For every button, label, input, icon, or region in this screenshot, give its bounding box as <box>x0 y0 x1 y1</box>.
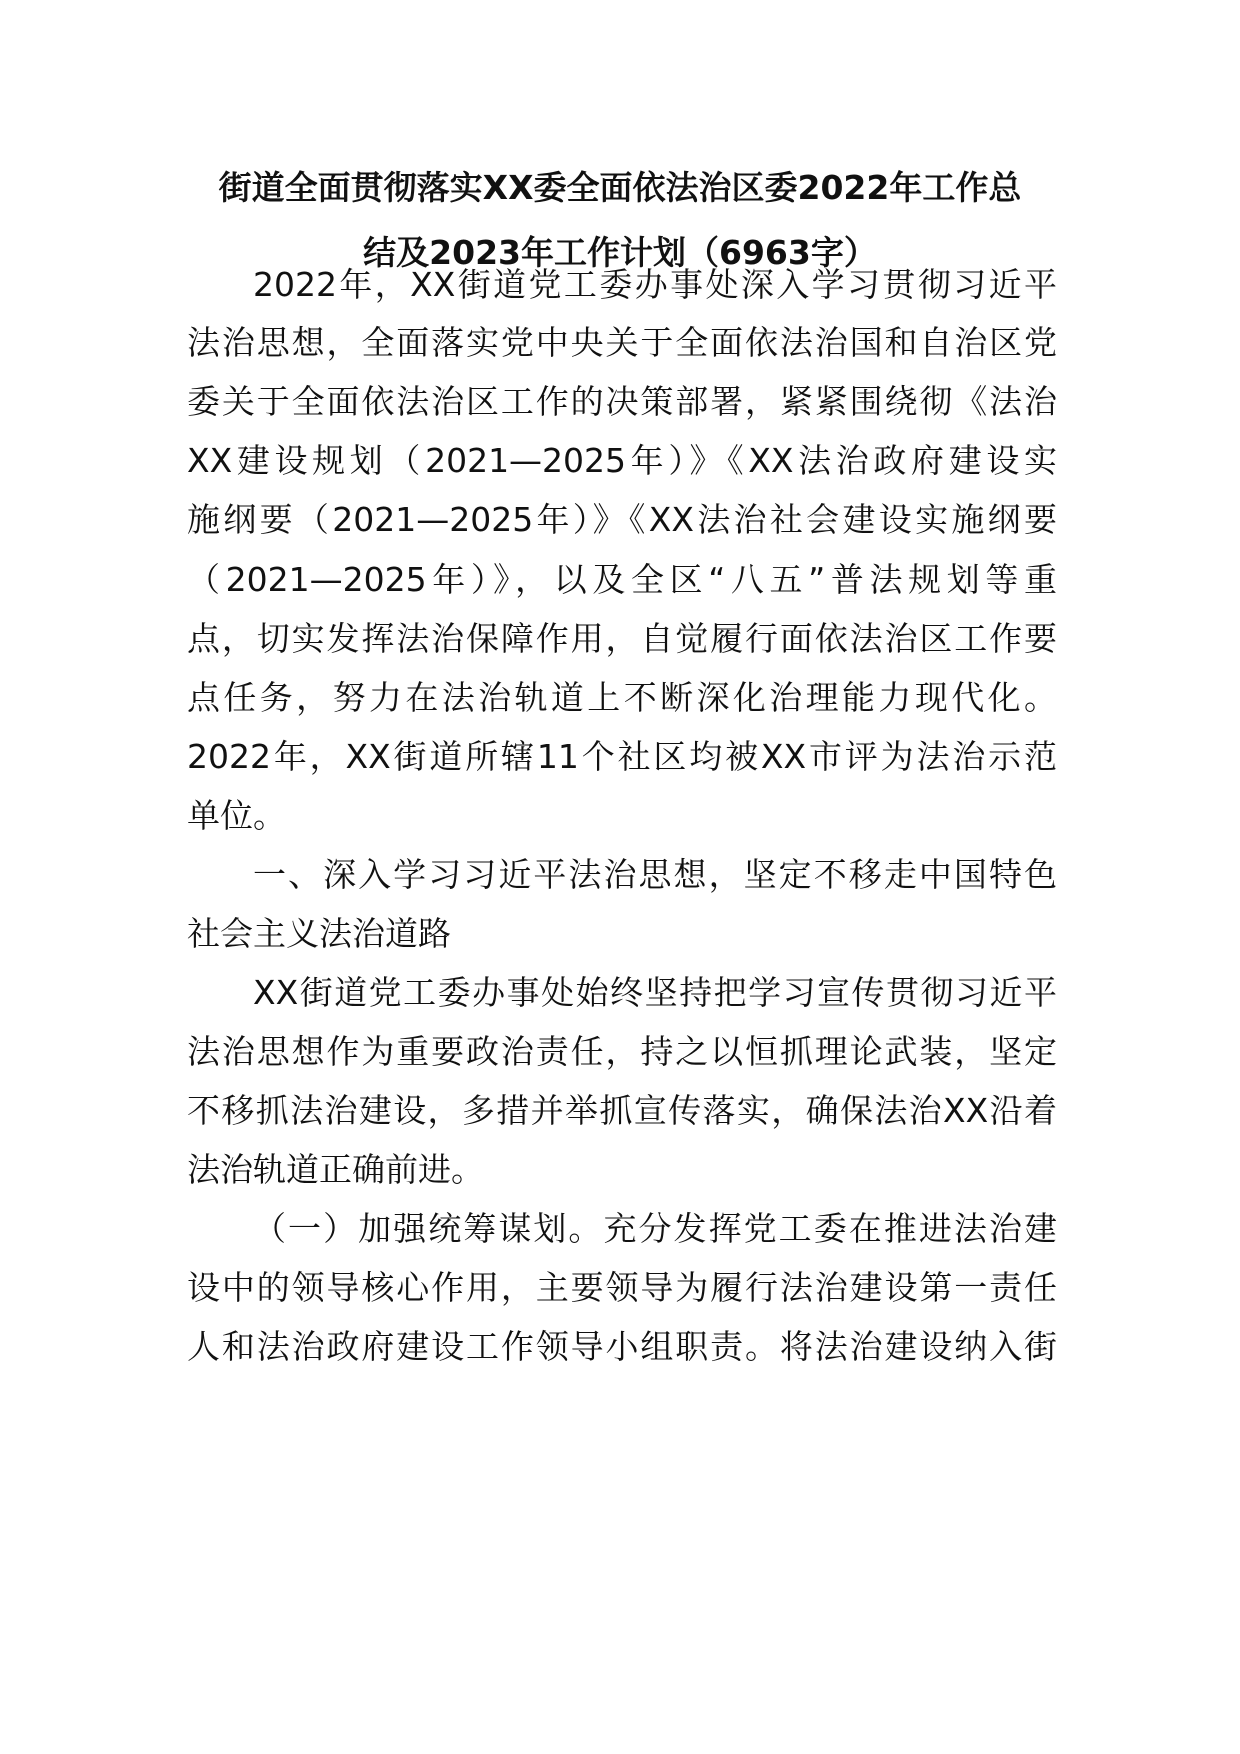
body-line: （2021—2025年）》，以及全区“八五”普法规划等重 <box>187 560 1057 599</box>
body-line: 法治思想，全面落实党中央关于全面依法治国和自治区党 <box>187 323 1057 362</box>
body-line: 2022年，XX街道所辖11个社区均被XX市评为法治示范 <box>187 737 1057 776</box>
section-heading-line: 社会主义法治道路 <box>187 914 451 953</box>
section-heading-line: 一、深入学习习近平法治思想，坚定不移走中国特色 <box>253 855 1057 894</box>
document-title-line-2: 结及2023年工作计划（6963字） <box>363 233 877 272</box>
body-line: XX建设规划（2021—2025年）》《XX法治政府建设实 <box>187 441 1057 480</box>
body-line: （一）加强统筹谋划。充分发挥党工委在推进法治建 <box>253 1209 1057 1248</box>
body-line: 法治思想作为重要政治责任，持之以恒抓理论武装，坚定 <box>187 1032 1057 1071</box>
body-line: 委关于全面依法治区工作的决策部署，紧紧围绕彻《法治 <box>187 382 1057 421</box>
body-line: 点，切实发挥法治保障作用，自觉履行面依法治区工作要 <box>187 619 1057 658</box>
body-line: 不移抓法治建设，多措并举抓宣传落实，确保法治XX沿着 <box>187 1091 1057 1130</box>
body-line: 设中的领导核心作用，主要领导为履行法治建设第一责任 <box>187 1268 1057 1307</box>
body-line: 2022年，XX街道党工委办事处深入学习贯彻习近平 <box>253 265 1057 304</box>
body-line: 施纲要（2021—2025年）》《XX法治社会建设实施纲要 <box>187 500 1057 539</box>
body-line: 法治轨道正确前进。 <box>187 1150 484 1189</box>
document-title-line-1: 街道全面贯彻落实XX委全面依法治区委2022年工作总 <box>218 168 1022 207</box>
body-line: 点任务，努力在法治轨道上不断深化治理能力现代化。 <box>187 678 1057 717</box>
body-line: 人和法治政府建设工作领导小组职责。将法治建设纳入街 <box>187 1327 1057 1366</box>
body-line: 单位。 <box>187 796 286 835</box>
body-line: XX街道党工委办事处始终坚持把学习宣传贯彻习近平 <box>253 973 1057 1012</box>
